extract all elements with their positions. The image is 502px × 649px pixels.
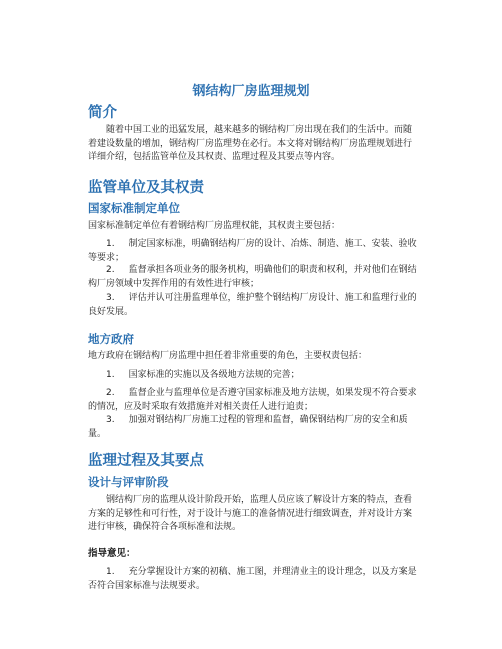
design-paragraph: 钢结构厂房的监理从设计阶段开始，监理人员应该了解设计方案的特点，查看方案的足够性和可行性，对于设计与施工的准备情况进行细致调查，并对设计方案进行审核，确保符合各项标准和法规。 — [88, 495, 413, 532]
list-text: 国家标准的实施以及各级地方法规的完善； — [128, 370, 300, 380]
heading-design-review: 设计与评审阶段 — [88, 475, 169, 489]
national-item-2 — [88, 264, 418, 291]
list-text: 评估并认可注册监理单位，维护整个钢结构厂房设计、施工和监理行业的良好发展。 — [88, 293, 417, 317]
heading-intro: 简介 — [88, 105, 117, 121]
heading-national-standards: 国家标准制定单位 — [88, 201, 180, 215]
local-item-2 — [88, 387, 418, 414]
document-title: 钢结构厂房监理规划 — [192, 84, 310, 99]
list-text: 加强对钢结构厂房施工过程的管理和监督，确保钢结构厂房的安全和质量。 — [88, 415, 408, 439]
list-text: 监督企业与监理单位是否遵守国家标准及地方法规，如果发现不符合要求的情况，应及时采取有效措施并对相关责任人进行追责； — [88, 388, 417, 412]
list-number: 3. — [106, 415, 115, 425]
list-text: 充分掌握设计方案的初稿、施工图，并理清业主的设计理念，以及方案是否符合国家标准与法规要求。 — [88, 567, 417, 591]
list-number: 1. — [106, 239, 115, 249]
heading-supervision: 监管单位及其权责 — [88, 180, 204, 196]
guidance-item-1 — [88, 566, 418, 593]
list-number: 3. — [106, 293, 115, 303]
national-item-1 — [88, 238, 418, 265]
guidance-label: 指导意见： — [88, 548, 136, 559]
national-lead: 国家标准制定单位有着钢结构厂房监理权能，其权责主要包括： — [88, 221, 341, 231]
list-number: 2. — [106, 265, 115, 275]
local-item-3 — [88, 414, 418, 441]
list-number: 2. — [106, 388, 115, 398]
list-text: 监督承担各项业务的服务机构，明确他们的职责和权利，并对他们在钢结构厂房领域中发挥作用的有效性进行审核； — [88, 265, 417, 289]
heading-process: 监理过程及其要点 — [88, 453, 204, 469]
list-number: 1. — [106, 370, 115, 380]
local-lead: 地方政府在钢结构厂房监理中担任着非常重要的角色，主要权责包括： — [88, 351, 368, 361]
list-text: 制定国家标准，明确钢结构厂房的设计、冶炼、制造、施工、安装、验收等要求； — [88, 239, 417, 263]
national-item-3 — [88, 292, 418, 319]
heading-local-government: 地方政府 — [88, 332, 134, 346]
list-number: 1. — [106, 567, 115, 577]
local-item-1 — [88, 369, 418, 383]
intro-paragraph: 随着中国工业的迅猛发展，越来越多的钢结构厂房出现在我们的生活中。而随着建设数量的增加，钢结构厂房监理势在必行。本文将对钢结构厂房监理规划进行详细介绍，包括监管单位及其权责、监理过程及其要点等内容。 — [88, 125, 413, 162]
